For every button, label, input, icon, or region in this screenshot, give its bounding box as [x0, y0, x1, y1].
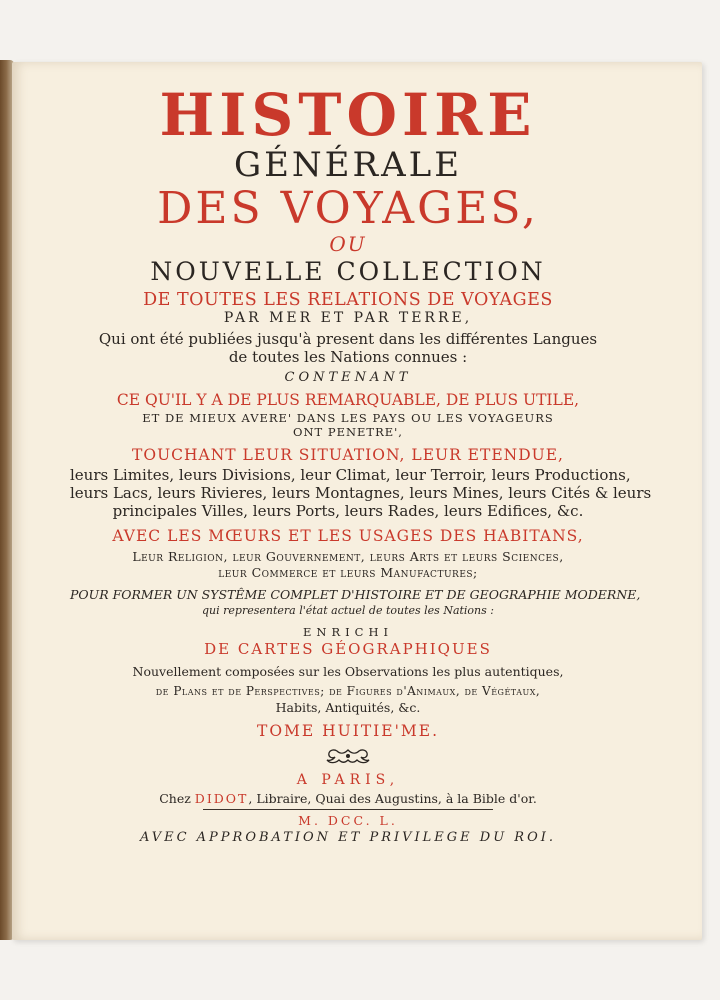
content-line-11: POUR FORMER UN SYSTÊME COMPLET D'HISTOIRE ET DE GEOGRAPHIE MODERNE,: [70, 587, 641, 603]
title-line-nouvelle-collection: NOUVELLE COLLECTION: [150, 256, 546, 286]
content-line-10: leur Commerce et leurs Manufactures;: [218, 565, 478, 580]
imprint-city: A PARIS,: [296, 772, 400, 789]
title-line-histoire: HISTOIRE: [159, 81, 537, 149]
imprint-privilege: AVEC APPROBATION ET PRIVILEGE DU ROI.: [139, 830, 557, 846]
content-line-4: TOUCHANT LEUR SITUATION, LEUR ETENDUE,: [132, 446, 564, 465]
enrichi-line-4: Habits, Antiquités, &c.: [275, 700, 421, 716]
enrichi-label: ENRICHI: [302, 624, 394, 639]
tome-number: TOME HUITIE'ME.: [256, 721, 439, 740]
title-page-text: [70, 81, 652, 846]
subtitle-line-1: Qui ont été publiées jusqu'à present dans les différentes Langues: [98, 330, 598, 349]
publisher-address: , Libraire, Quai des Augustins, à la Bible d'or.: [248, 790, 537, 806]
content-line-6: leurs Lacs, leurs Rivieres, leurs Montagnes, leurs Mines, leurs Cités & leurs: [70, 483, 652, 502]
content-line-5: leurs Limites, leurs Divisions, leur Climat, leur Terroir, leurs Productions,: [70, 465, 631, 484]
imprint-publisher: [70, 792, 626, 805]
subtitle-line-2: de toutes les Nations connues :: [228, 348, 468, 367]
content-line-9: Leur Religion, leur Gouvernement, leurs Arts et leurs Sciences,: [132, 548, 564, 564]
enrichi-line-3: de Plans et de Perspectives; de Figures d'Animaux, de Végétaux,: [155, 684, 541, 699]
imprint-year: M. DCC. L.: [298, 813, 398, 829]
publisher-prefix: Chez: [159, 790, 191, 806]
imprint-divider: [203, 809, 493, 810]
content-line-1: CE QU'IL Y A DE PLUS REMARQUABLE, DE PLUS UTILE,: [116, 391, 580, 410]
title-line-ou: OU: [329, 231, 367, 256]
content-line-8: AVEC LES MŒURS ET LES USAGES DES HABITANS,: [112, 527, 584, 546]
title-line-generale: GÉNÉRALE: [233, 144, 463, 185]
publisher-name: DIDOT: [194, 790, 249, 806]
enrichi-line-2: Nouvellement composées sur les Observations les plus autentiques,: [132, 663, 564, 679]
content-line-3: ONT PENETRE',: [293, 424, 403, 439]
contenant-label: CONTENANT: [284, 369, 412, 385]
fleuron-ornament-icon: [325, 747, 371, 767]
content-line-2: ET DE MIEUX AVERE' DANS LES PAYS OU LES VOYAGEURS: [142, 410, 554, 425]
title-line-par-mer: PAR MER ET PAR TERRE,: [223, 310, 473, 327]
enrichi-line-1: DE CARTES GÉOGRAPHIQUES: [204, 639, 492, 658]
title-line-relations: DE TOUTES LES RELATIONS DE VOYAGES: [143, 290, 553, 311]
content-line-7: principales Villes, leurs Ports, leurs Rades, leurs Edifices, &c.: [112, 502, 584, 521]
content-line-12: qui representera l'état actuel de toutes les Nations :: [202, 603, 494, 617]
title-line-des-voyages: DES VOYAGES,: [157, 182, 539, 234]
